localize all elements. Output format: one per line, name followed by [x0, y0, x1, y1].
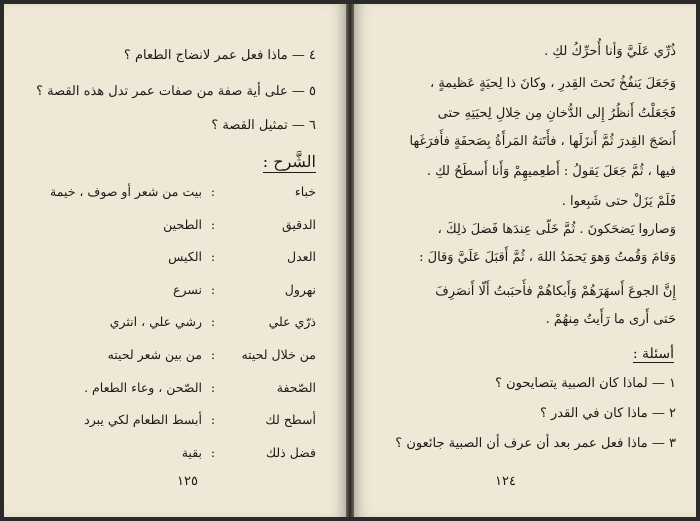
glossary-colon: : — [210, 216, 216, 232]
questions-title: أسئلة : — [632, 346, 674, 362]
glossary-word: فضل ذلك — [265, 444, 316, 460]
book-gutter — [346, 4, 354, 517]
glossary-definition: بقية — [181, 444, 202, 460]
story-line: ذُرِّي عَلَيَّ وَأنا أُحرِّكُ لكِ . — [544, 44, 676, 59]
glossary-word: العدل — [287, 249, 316, 265]
glossary — [26, 184, 316, 477]
glossary-definition: أبسط الطعام لكي يبرد — [84, 412, 202, 428]
glossary-definition: بيت من شعر أو صوف ، خيمة — [50, 184, 202, 199]
story-line: فيها ، ثُمَّ جَعَلَ يَقولُ : أَطعِميهِمْ وَأَنا أَسطَحُ لكِ . — [426, 164, 676, 179]
glossary-word: ذرّي علي — [268, 314, 316, 330]
glossary-row — [26, 380, 316, 413]
glossary-definition: رشي علي ، انثري — [109, 314, 202, 330]
left-page — [4, 4, 346, 517]
glossary-definition: من بين شعر لحيته — [107, 346, 202, 362]
story-line: وَقامَ وَقُمتُ وَهوَ يَحمَدُ اللهَ ، ثُمَّ أَقبَلَ عَلَيَّ وَقالَ : — [419, 250, 676, 265]
question-3: ٣ — ماذا فعل عمر بعد أن عرف أن الصبية جائعون ؟ — [395, 436, 676, 451]
question-6: ٦ — تمثيل القصة ؟ — [211, 118, 316, 133]
story-line: وَجَعَلَ يَنفُخُ تَحتَ القِدرِ ، وكانَ ذا لِحيَةٍ عَظيمةٍ ، — [430, 76, 676, 91]
page-number-left: ١٢٥ — [177, 474, 198, 489]
story-line: وَصاروا يَضحَكونَ . ثُمَّ خَلّى عِندَها فَضلَ ذلِكَ ، — [437, 222, 676, 237]
glossary-row — [26, 445, 316, 478]
open-book — [4, 4, 696, 517]
glossary-word: نهرول — [284, 281, 316, 297]
glossary-word: أسطح لك — [265, 412, 316, 428]
glossary-row — [26, 314, 316, 347]
page-number-right: ١٢٤ — [495, 474, 516, 489]
glossary-colon: : — [210, 184, 216, 199]
glossary-word: من خلال لحيته — [241, 346, 316, 362]
glossary-word: الدقيق — [281, 216, 316, 232]
story-line: حَتى أَرى ما رَأَيتُ مِنهُمْ . — [545, 312, 676, 327]
story-line: فَلَمْ يَزَلْ حتى شَبِعوا . — [561, 194, 676, 209]
glossary-row — [26, 249, 316, 282]
question-4: ٤ — ماذا فعل عمر لانضاج الطعام ؟ — [123, 48, 316, 63]
glossary-colon: : — [210, 412, 216, 428]
glossary-colon: : — [210, 379, 216, 395]
right-page — [354, 4, 696, 517]
story-line: إِنَّ الجوعَ أَسهَرَهُمْ وَأَبكاهُمْ فأَحبَبتُ أَلّا أَنصَرِفَ — [435, 284, 676, 299]
glossary-word: الصّحفة — [276, 379, 316, 395]
glossary-colon: : — [210, 249, 216, 265]
glossary-definition: الكيس — [168, 249, 202, 265]
glossary-definition: نسرع — [173, 281, 202, 297]
sharh-title: الشَّرح : — [262, 152, 316, 171]
glossary-definition: الصّحن ، وعاء الطعام . — [84, 379, 202, 395]
glossary-row — [26, 184, 316, 217]
story-line: أَنضَجَ القِدرَ ثُمَّ أَنزَلَها ، فأَتَتهُ المَرأَةُ بِصَحفَةٍ فأَفرَغَها — [409, 134, 676, 149]
glossary-colon: : — [210, 314, 216, 330]
glossary-word: خباء — [294, 184, 316, 199]
glossary-row — [26, 412, 316, 445]
question-2: ٢ — ماذا كان في القدر ؟ — [539, 406, 676, 421]
question-1: ١ — لماذا كان الصبية يتصايحون ؟ — [495, 376, 676, 391]
story-line: فَجَعَلْتُ أَنظُرُ إِلى الدُّخانِ مِن خِلالِ لِحيَتِهِ حتى — [437, 106, 676, 121]
glossary-row — [26, 282, 316, 315]
glossary-row — [26, 217, 316, 250]
glossary-definition: الطحين — [163, 216, 202, 232]
glossary-colon: : — [210, 444, 216, 460]
glossary-colon: : — [210, 346, 216, 362]
question-5: ٥ — على أية صفة من صفات عمر تدل هذه القصة ؟ — [36, 84, 316, 99]
glossary-colon: : — [210, 281, 216, 297]
glossary-row — [26, 347, 316, 380]
